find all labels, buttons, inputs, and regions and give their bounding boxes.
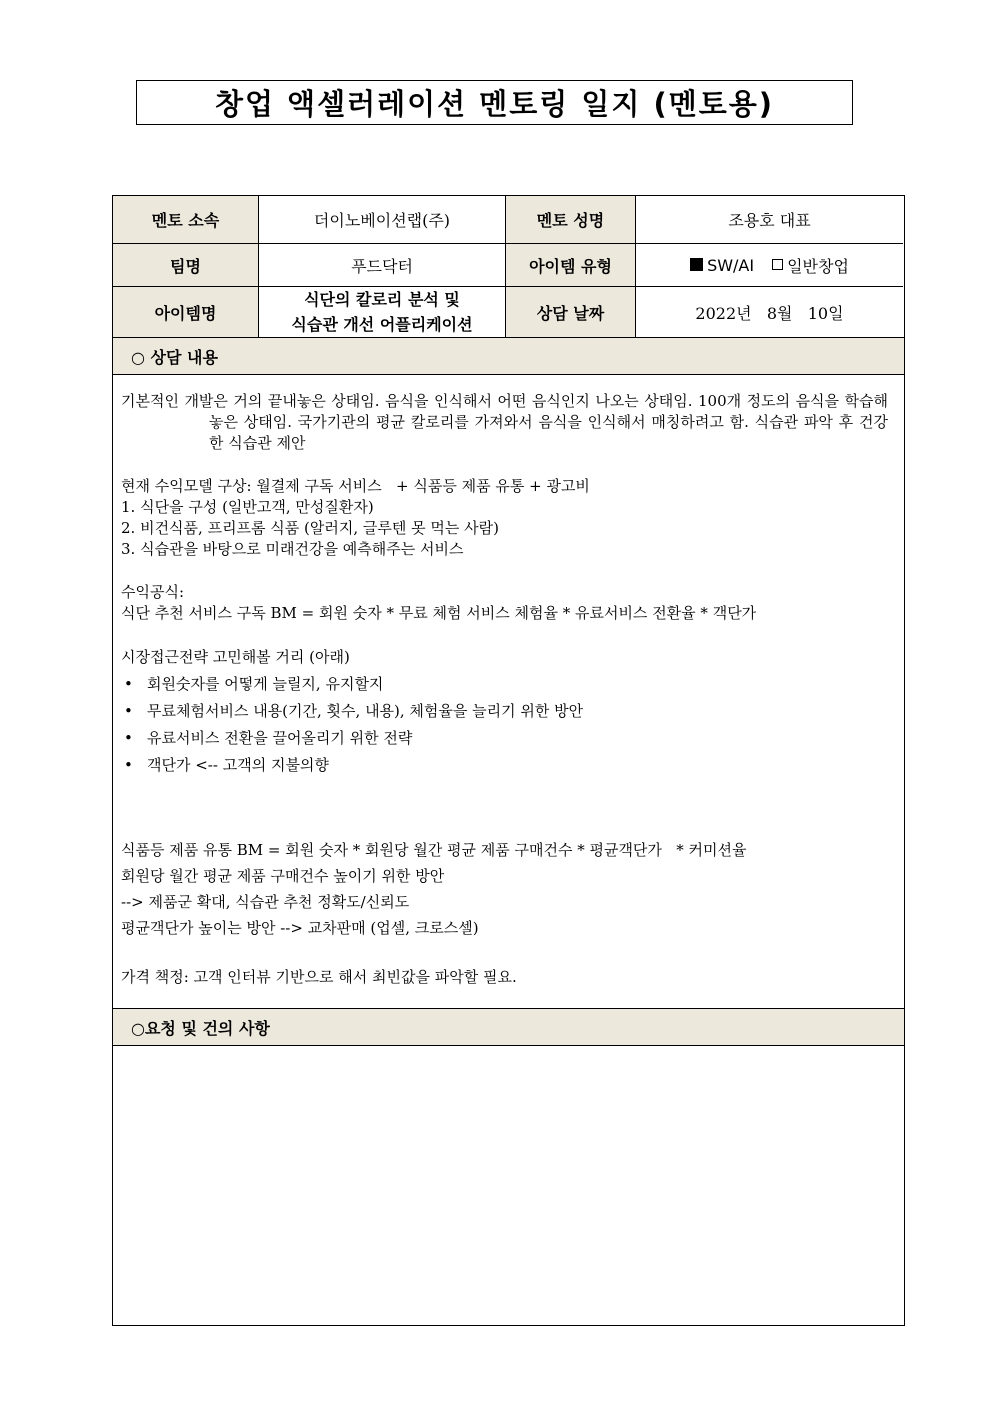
sw-ai-label: SW/AI	[707, 255, 755, 275]
list-item: • 객단가 <-- 고객의 지불의향	[121, 752, 888, 779]
distribution-actions: --> 제품군 확대, 식습관 추천 정확도/신뢰도	[121, 893, 410, 911]
sw-ai-checkbox[interactable]	[690, 258, 703, 271]
formula-title: 수익공식:	[121, 583, 185, 601]
date-label: 상담 날짜	[505, 286, 635, 337]
request-section-header: ○요청 및 건의 사항	[113, 1008, 904, 1045]
strategy-list	[121, 671, 888, 779]
list-item: • 회원숫자를 어떻게 늘릴지, 유지할지	[121, 671, 888, 698]
bullet-icon: •	[124, 675, 133, 693]
distribution-plan: 회원당 월간 평균 제품 구매건수 높이기 위한 방안	[121, 867, 445, 885]
general-startup-checkbox[interactable]	[772, 259, 783, 270]
document-title-box	[136, 80, 853, 125]
mentor-org-value: 더이노베이션랩(주)	[258, 196, 505, 243]
item-name-line1: 식단의 칼로리 분석 및	[304, 290, 460, 309]
document-title: 창업 액셀러레이션 멘토링 일지 (멘토용)	[214, 87, 775, 121]
item-type-label: 아이템 유형	[505, 243, 635, 286]
mentor-org-label: 멘토 소속	[113, 196, 258, 243]
revenue-model-item-2: 2. 비건식품, 프리프롬 식품 (알러지, 글루텐 못 먹는 사람)	[121, 519, 499, 537]
mentor-name-label: 멘토 성명	[505, 196, 635, 243]
bullet-icon: •	[124, 729, 133, 747]
team-value: 푸드닥터	[258, 243, 505, 286]
date-value: 2022년 8월 10일	[635, 286, 903, 337]
consult-section-header: ○ 상담 내용	[113, 337, 904, 374]
distribution-bm: 식품등 제품 유통 BM = 회원 숫자 * 회원당 월간 평균 제품 구매건수 * 평균객단가 * 커미션율	[121, 841, 747, 859]
strategy-title: 시장접근전략 고민해볼 거리 (아래)	[121, 648, 350, 666]
item-name-label: 아이템명	[113, 286, 258, 337]
cross-sell-plan: 평균객단가 높이는 방안 --> 교차판매 (업셀, 크로스셀)	[121, 919, 479, 937]
general-startup-label: 일반창업	[787, 256, 849, 276]
list-item: • 유료서비스 전환을 끌어올리기 위한 전략	[121, 725, 888, 752]
revenue-model-item-1: 1. 식단을 구성 (일반고객, 만성질환자)	[121, 498, 374, 516]
request-content-area[interactable]	[113, 1045, 904, 1324]
bullet-icon: •	[124, 756, 133, 774]
formula-text: 식단 추천 서비스 구독 BM = 회원 숫자 * 무료 체험 서비스 체험율 * 유료서비스 전환율 * 객단가	[121, 604, 757, 622]
mentoring-form	[112, 195, 905, 1326]
list-item: • 무료체험서비스 내용(기간, 횟수, 내용), 체험율을 늘리기 위한 방안	[121, 698, 888, 725]
item-type-options	[635, 243, 903, 286]
item-name-value	[258, 286, 505, 337]
bullet-icon: •	[124, 702, 133, 720]
consult-content	[113, 374, 904, 1008]
pricing-note: 가격 책정: 고객 인터뷰 기반으로 해서 최빈값을 파악할 필요.	[121, 968, 517, 986]
revenue-model-title: 현재 수익모델 구상: 월결제 구독 서비스 + 식품등 제품 유통 + 광고비	[121, 477, 590, 495]
revenue-model-item-3: 3. 식습관을 바탕으로 미래건강을 예측해주는 서비스	[121, 540, 464, 558]
mentor-name-value: 조용호 대표	[635, 196, 903, 243]
consult-paragraph: 기본적인 개발은 거의 끝내놓은 상태임. 음식을 인식해서 어떤 음식인지 나오는 상태임. 100개 정도의 음식을 학습해 놓은 상태임. 국가기관의 평균 칼로리를 가져와서 음식을 인식해서 매칭하려고 함. 식습관 파악 후 건강한 식습관 제안	[121, 392, 888, 452]
team-label: 팀명	[113, 243, 258, 286]
item-name-line2: 식습관 개선 어플리케이션	[291, 315, 473, 334]
